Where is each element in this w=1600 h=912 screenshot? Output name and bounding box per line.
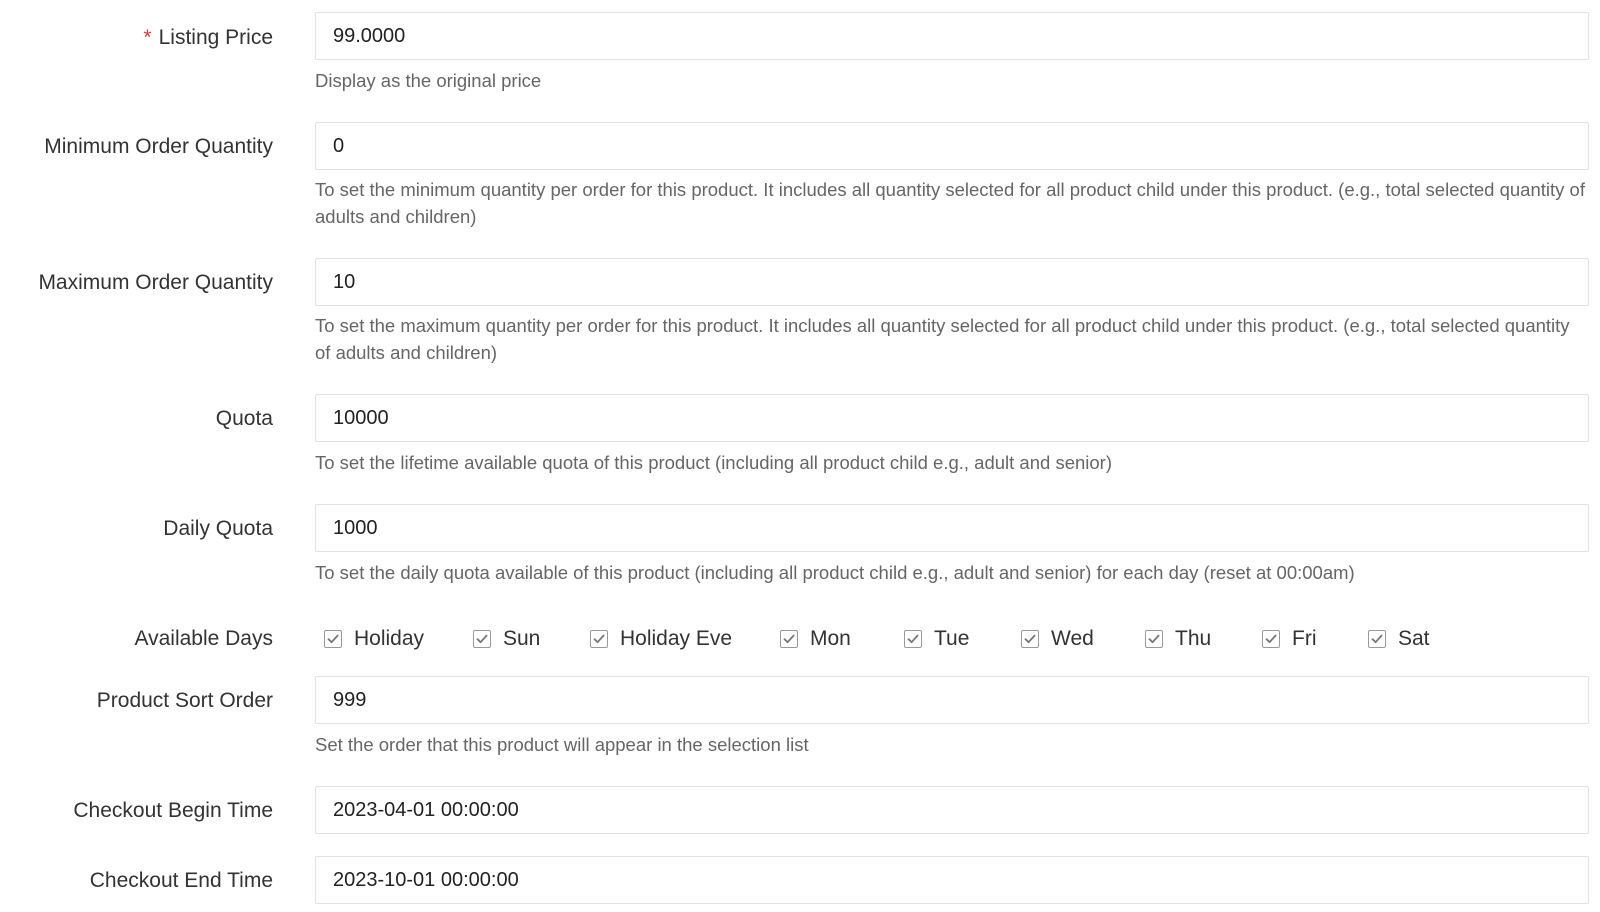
listing-price-help: Display as the original price	[315, 70, 542, 91]
day-label: Sat	[1398, 627, 1430, 650]
quota-label: Quota	[215, 407, 273, 430]
day-option-mon[interactable]	[780, 624, 851, 654]
checkbox[interactable]	[324, 630, 342, 648]
min-order-quantity-input[interactable]	[315, 122, 1589, 170]
available-days-label: Available Days	[134, 627, 273, 650]
daily-quota-help: To set the daily quota available of this product (including all product child e.g., adult and senior) for each day (reset at 00:00am)	[315, 562, 1355, 583]
checkout-end-time-label: Checkout End Time	[89, 869, 273, 892]
quota-input[interactable]	[315, 394, 1589, 442]
check-icon	[1147, 632, 1161, 646]
listing-price-label	[0, 23, 273, 53]
day-option-thu[interactable]	[1145, 624, 1211, 654]
check-icon	[1370, 632, 1384, 646]
daily-quota-label: Daily Quota	[163, 517, 273, 540]
day-option-wed[interactable]	[1021, 624, 1094, 654]
required-asterisk: *	[143, 26, 152, 49]
day-label: Fri	[1292, 627, 1317, 650]
checkbox[interactable]	[1262, 630, 1280, 648]
checkbox[interactable]	[1145, 630, 1163, 648]
product-sort-order-help: Set the order that this product will appear in the selection list	[315, 734, 809, 755]
daily-quota-input[interactable]	[315, 504, 1589, 552]
day-label: Thu	[1175, 627, 1212, 650]
day-option-holiday-eve[interactable]	[590, 624, 732, 654]
day-label: Sun	[503, 627, 541, 650]
checkbox[interactable]	[780, 630, 798, 648]
checkout-end-time-input[interactable]	[315, 856, 1589, 904]
checkout-begin-time-label: Checkout Begin Time	[73, 799, 273, 822]
day-option-sat[interactable]	[1368, 624, 1430, 654]
checkbox[interactable]	[590, 630, 608, 648]
check-icon	[592, 632, 606, 646]
product-sort-order-label: Product Sort Order	[96, 689, 273, 712]
day-option-sun[interactable]	[473, 624, 540, 654]
quota-help: To set the lifetime available quota of this product (including all product child e.g., adult and senior)	[315, 452, 1112, 473]
min-order-quantity-label: Minimum Order Quantity	[44, 135, 273, 158]
check-icon	[1264, 632, 1278, 646]
checkout-begin-time-input[interactable]	[315, 786, 1589, 834]
check-icon	[326, 632, 340, 646]
checkbox[interactable]	[1368, 630, 1386, 648]
max-order-quantity-help: To set the maximum quantity per order for this product. It includes all quantity selected for all product child under this product. (e.g., total selected quantity of adults and children)	[315, 315, 1570, 363]
day-option-tue[interactable]	[904, 624, 969, 654]
max-order-quantity-label: Maximum Order Quantity	[38, 271, 273, 294]
checkbox[interactable]	[473, 630, 491, 648]
check-icon	[1023, 632, 1037, 646]
checkbox[interactable]	[904, 630, 922, 648]
listing-price-label-text: Listing Price	[158, 26, 273, 49]
day-option-fri[interactable]	[1262, 624, 1317, 654]
product-sort-order-input[interactable]	[315, 676, 1589, 724]
day-label: Holiday	[354, 627, 425, 650]
checkbox[interactable]	[1021, 630, 1039, 648]
check-icon	[475, 632, 489, 646]
day-label: Mon	[810, 627, 851, 650]
listing-price-input[interactable]	[315, 12, 1589, 60]
day-label: Wed	[1051, 627, 1094, 650]
available-days-group	[324, 624, 1594, 654]
day-label: Holiday Eve	[620, 627, 733, 650]
min-order-quantity-help: To set the minimum quantity per order for this product. It includes all quantity selected for all product child under this product. (e.g., total selected quantity of adults and children)	[315, 179, 1585, 227]
day-option-holiday[interactable]	[324, 624, 424, 654]
check-icon	[906, 632, 920, 646]
day-label: Tue	[934, 627, 970, 650]
check-icon	[782, 632, 796, 646]
max-order-quantity-input[interactable]	[315, 258, 1589, 306]
